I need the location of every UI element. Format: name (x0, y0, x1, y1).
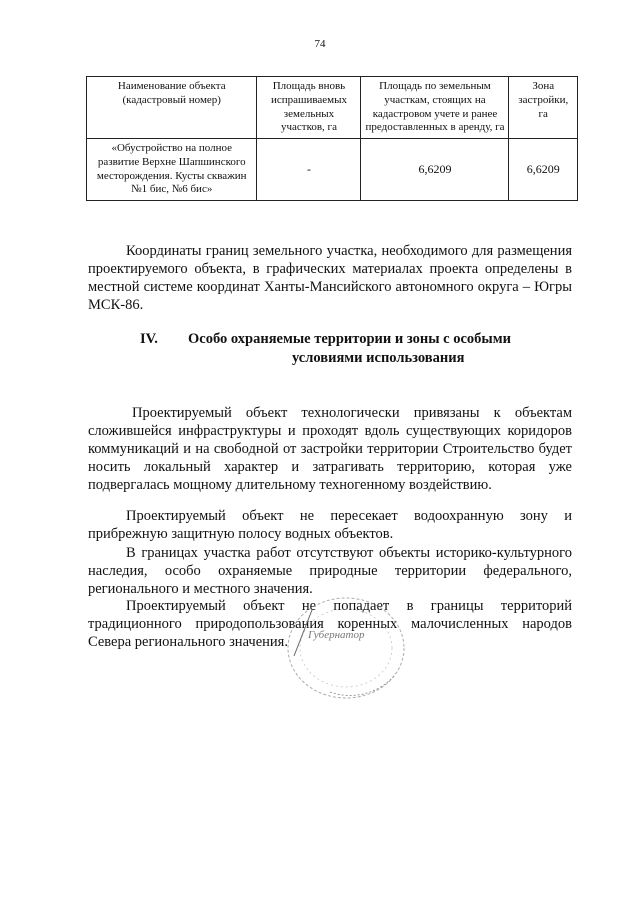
table-header-row (87, 77, 578, 139)
section-title-line1: Особо охраняемые территории и зоны с особыми (188, 331, 511, 347)
cell-new-area: - (257, 139, 361, 201)
paragraph-heritage: В границах участка работ отсутствуют объекты историко-культурного наследия, особо охраняемые природные территории федерального, регионального и местного значения. (88, 545, 572, 597)
cell-cadastral-area: 6,6209 (361, 139, 509, 201)
table-row (87, 139, 578, 201)
cell-zone: 6,6209 (509, 139, 578, 201)
section-title-line2: условиями использования (292, 350, 465, 366)
official-stamp (282, 596, 410, 708)
header-new-area: Площадь вновь испрашиваемых земельных участков, га (257, 77, 361, 139)
section-number: IV. (140, 331, 158, 347)
header-cadastral-area: Площадь по земельным участкам, стоящих на кадастровом учете и ранее предоставленных в аренду, га (361, 77, 509, 139)
land-plot-table (86, 76, 578, 201)
paragraph-infrastructure: Проектируемый объект технологически привязаны к объектам сложившейся инфраструктуры и проходят вдоль существующих коридоров коммуникаций и на свободной от застройки территории Строительство будет носить локальный характер и затрагивать территорию, которая уже подвергалась мощному длительному техногенному воздействию. (88, 405, 572, 493)
paragraph-coordinates: Координаты границ земельного участка, необходимого для размещения проектируемого объекта, в графических материалах проекта определены в местной системе координат Ханты-Мансийского автономного округа – Югры МСК-86. (88, 243, 572, 313)
section-heading (140, 330, 580, 368)
stamp-text: Губернатор (308, 629, 365, 641)
paragraph-traditional-use: Проектируемый объект не попадает в границы территорий традиционного природопользования коренных малочисленных народов Севера регионального значения. (88, 598, 572, 650)
header-object-name: Наименование объекта (кадастровый номер) (87, 77, 257, 139)
paragraph-water-zone: Проектируемый объект не пересекает водоохранную зону и прибрежную защитную полосу водных объектов. (88, 508, 572, 542)
cell-object-name: «Обустройство на полное развитие Верхне Шапшинского месторождения. Кусты скважин №1 бис, №6 бис» (87, 139, 257, 201)
page-number: 74 (314, 38, 326, 50)
header-zone: Зона застройки, га (509, 77, 578, 139)
